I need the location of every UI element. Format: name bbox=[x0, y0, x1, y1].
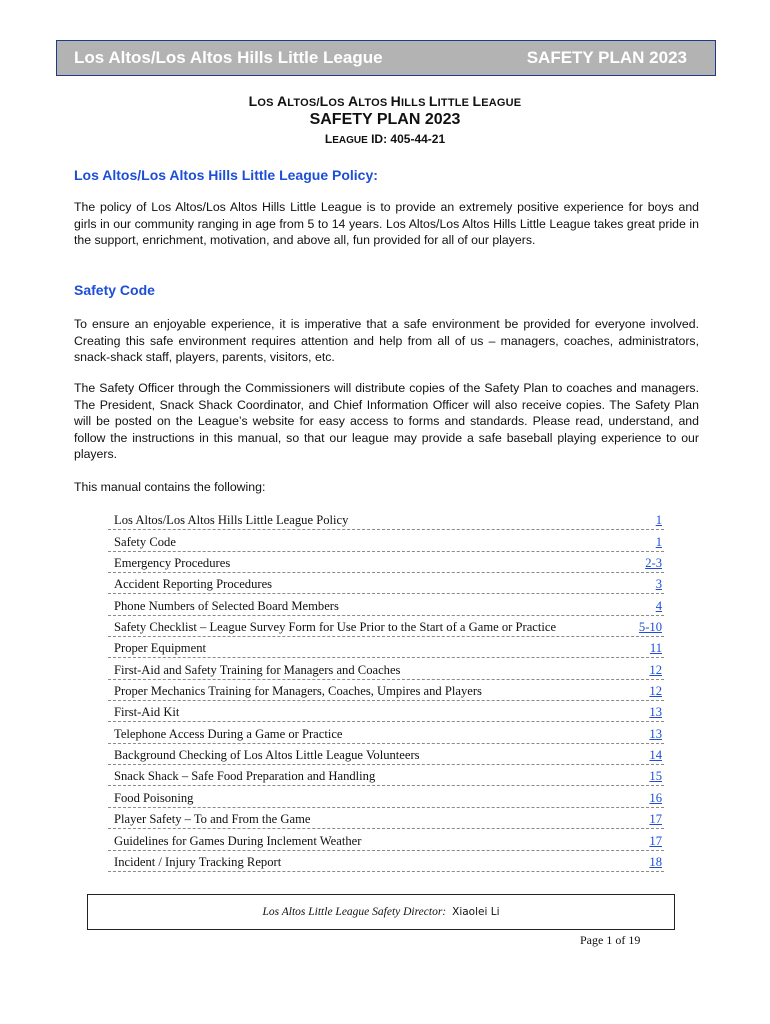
safety-director-box bbox=[87, 894, 675, 930]
toc-title: Los Altos/Los Altos Hills Little League Policy bbox=[114, 513, 349, 528]
toc-page-link[interactable]: 13 bbox=[649, 726, 662, 741]
toc-page-link[interactable]: 4 bbox=[655, 598, 662, 613]
toc-title: Proper Equipment bbox=[114, 641, 206, 656]
page-number: Page 1 of 19 bbox=[580, 933, 641, 947]
toc-title: Safety Code bbox=[114, 534, 176, 549]
toc-row bbox=[108, 701, 664, 722]
toc-row bbox=[108, 829, 664, 850]
table-of-contents bbox=[108, 509, 664, 872]
toc-title: Emergency Procedures bbox=[114, 556, 231, 571]
toc-row bbox=[108, 616, 664, 637]
safety-code-paragraph-2: The Safety Officer through the Commissioners will distribute copies of the Safety Plan to coaches and managers. The President, Snack Shack Coordinator, and Chief Information Officer will also receive copies. The Safety Plan will be posted on the League’s website for easy access to forms and standards. Please read, understand, and follow the instructions in this manual, so that our league may provide a safe baseball playing experience to our players. bbox=[74, 381, 699, 461]
title-safety-plan: SAFETY PLAN 2023 bbox=[309, 111, 461, 128]
toc-row bbox=[108, 744, 664, 765]
safety-code-paragraph-1: To ensure an enjoyable experience, it is imperative that a safe environment be provided for everyone involved. Creating this safe environment requires attention and help from all of us – managers, coaches, administrators, snack-shack staff, players, parents, visitors, etc. bbox=[74, 317, 699, 364]
toc-page-link[interactable]: 12 bbox=[649, 684, 662, 699]
toc-page-link[interactable]: 11 bbox=[649, 641, 662, 656]
toc-title: Background Checking of Los Altos Little League Volunteers bbox=[114, 748, 420, 763]
header-league-name: Los Altos/Los Altos Hills Little League bbox=[74, 48, 383, 67]
header-plan-title: SAFETY PLAN 2023 bbox=[526, 48, 687, 67]
toc-title: Safety Checklist – League Survey Form for Use Prior to the Start of a Game or Practice bbox=[114, 620, 557, 635]
toc-title: Proper Mechanics Training for Managers, Coaches, Umpires and Players bbox=[114, 684, 482, 699]
policy-paragraph: The policy of Los Altos/Los Altos Hills Little League is to provide an extremely positive experience for boys and girls in our community ranging in age from 5 to 14 years. Los Altos/Los Altos Hills Little League takes great pride in the support, enrichment, motivation, and above all, fun provided for all of our players. bbox=[74, 200, 699, 247]
policy-heading: Los Altos/Los Altos Hills Little League Policy: bbox=[74, 167, 378, 183]
toc-row bbox=[108, 658, 664, 679]
toc-row bbox=[108, 765, 664, 786]
toc-row bbox=[108, 680, 664, 701]
toc-page-link[interactable]: 3 bbox=[655, 577, 662, 592]
toc-row bbox=[108, 594, 664, 615]
safety-director-name: Xiaolei Li bbox=[452, 906, 500, 918]
toc-page-link[interactable]: 14 bbox=[649, 748, 662, 763]
header-bar bbox=[56, 40, 716, 76]
safety-code-heading: Safety Code bbox=[74, 282, 155, 298]
toc-page-link[interactable]: 5-10 bbox=[638, 620, 662, 635]
toc-title: Player Safety – To and From the Game bbox=[114, 812, 311, 827]
toc-row bbox=[108, 573, 664, 594]
toc-page-link[interactable]: 17 bbox=[649, 812, 662, 827]
toc-row bbox=[108, 851, 664, 872]
toc-row bbox=[108, 808, 664, 829]
title-league-id: LEAGUE ID: 405-44-21 bbox=[324, 132, 446, 146]
manual-contents-intro: This manual contains the following: bbox=[74, 480, 266, 494]
toc-title: First-Aid Kit bbox=[114, 705, 180, 720]
toc-page-link[interactable]: 12 bbox=[649, 662, 662, 677]
toc-page-link[interactable]: 18 bbox=[649, 854, 662, 869]
toc-title: Food Poisoning bbox=[114, 790, 194, 805]
toc-title: Snack Shack – Safe Food Preparation and Handling bbox=[114, 769, 376, 784]
toc-row bbox=[108, 552, 664, 573]
safety-director-label: Los Altos Little League Safety Director: bbox=[262, 906, 447, 918]
toc-page-link[interactable]: 17 bbox=[649, 833, 662, 848]
toc-row bbox=[108, 786, 664, 807]
toc-row bbox=[108, 722, 664, 743]
toc-row bbox=[108, 637, 664, 658]
toc-page-link[interactable]: 1 bbox=[655, 534, 662, 549]
toc-title: Guidelines for Games During Inclement Weather bbox=[114, 833, 362, 848]
toc-page-link[interactable]: 13 bbox=[649, 705, 662, 720]
title-league-name: LOS ALTOS/LOS ALTOS HILLS LITTLE LEAGUE bbox=[248, 93, 522, 109]
toc-title: Phone Numbers of Selected Board Members bbox=[114, 598, 339, 613]
toc-page-link[interactable]: 1 bbox=[655, 513, 662, 528]
toc-page-link[interactable]: 15 bbox=[649, 769, 662, 784]
toc-page-link[interactable]: 16 bbox=[649, 790, 662, 805]
toc-page-link[interactable]: 2-3 bbox=[645, 556, 662, 571]
toc-title: Telephone Access During a Game or Practice bbox=[114, 726, 343, 741]
toc-title: First-Aid and Safety Training for Managers and Coaches bbox=[114, 662, 401, 677]
toc-row bbox=[108, 509, 664, 530]
toc-title: Incident / Injury Tracking Report bbox=[114, 854, 282, 869]
toc-title: Accident Reporting Procedures bbox=[114, 577, 273, 592]
toc-row bbox=[108, 530, 664, 551]
